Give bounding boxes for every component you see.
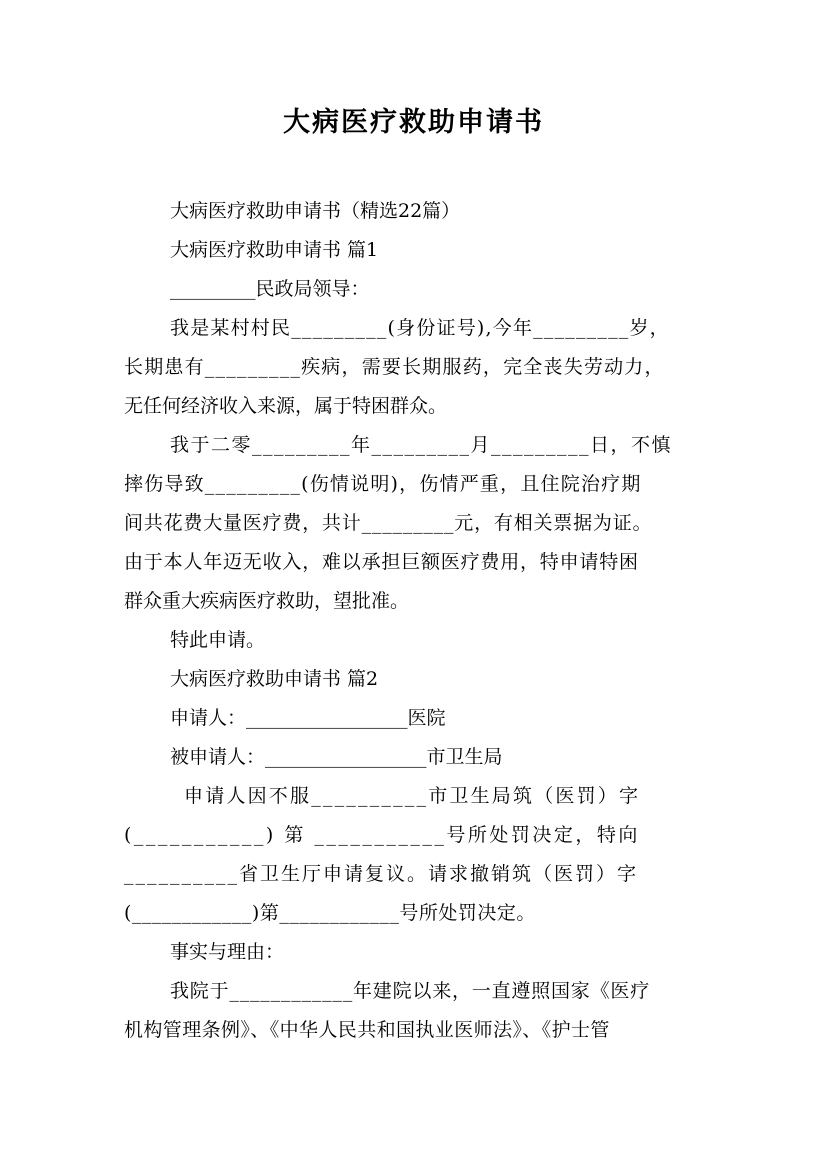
facts-heading: 事实与理由： [170, 941, 285, 963]
body-line: 长期患有_________疾病，需要长期服药，完全丧失劳动力， [124, 356, 665, 378]
subtitle-line: 大病医疗救助申请书（精选22篇） [170, 200, 461, 222]
salutation-line: _________民政局领导： [170, 278, 370, 300]
body-line: 机构管理条例》、《中华人民共和国执业医师法》、《护士管 [124, 1019, 610, 1041]
body-line: 无任何经济收入来源，属于特困群众。 [124, 395, 448, 417]
body-line: 我是某村村民_________(身份证号),今年_________岁， [170, 317, 670, 339]
respondent-line: 被申请人：_________________市卫生局 [170, 746, 503, 768]
body-line: __________省卫生厅申请复议。请求撤销筑（医罚）字 [124, 863, 639, 885]
closing-line: 特此申请。 [170, 629, 266, 651]
body-line: 间共花费大量医疗费，共计_________元，有相关票据为证。 [124, 512, 653, 534]
body-line: 我于二零_________年_________月_________日，不慎 [170, 434, 673, 456]
body-line: 摔伤导致_________(伤情说明)，伤情严重，且住院治疗期 [124, 473, 642, 495]
body-line: (___________) 第 ___________号所处罚决定，特向 [124, 824, 640, 846]
body-line: 由于本人年迈无收入，难以承担巨额医疗费用，特申请特困 [124, 551, 639, 573]
section-heading-2: 大病医疗救助申请书 篇2 [170, 668, 379, 690]
body-line: (____________)第____________号所处罚决定。 [124, 902, 536, 924]
body-line: 申请人因不服__________市卫生局筑（医罚）字 [184, 785, 641, 807]
applicant-line: 申请人：_________________医院 [170, 707, 446, 729]
document-title: 大病医疗救助申请书 [283, 107, 544, 138]
body-line: 我院于____________年建院以来，一直遵照国家《医疗 [170, 980, 651, 1002]
section-heading-1: 大病医疗救助申请书 篇1 [170, 239, 379, 261]
body-line: 群众重大疾病医疗救助，望批准。 [124, 590, 410, 612]
